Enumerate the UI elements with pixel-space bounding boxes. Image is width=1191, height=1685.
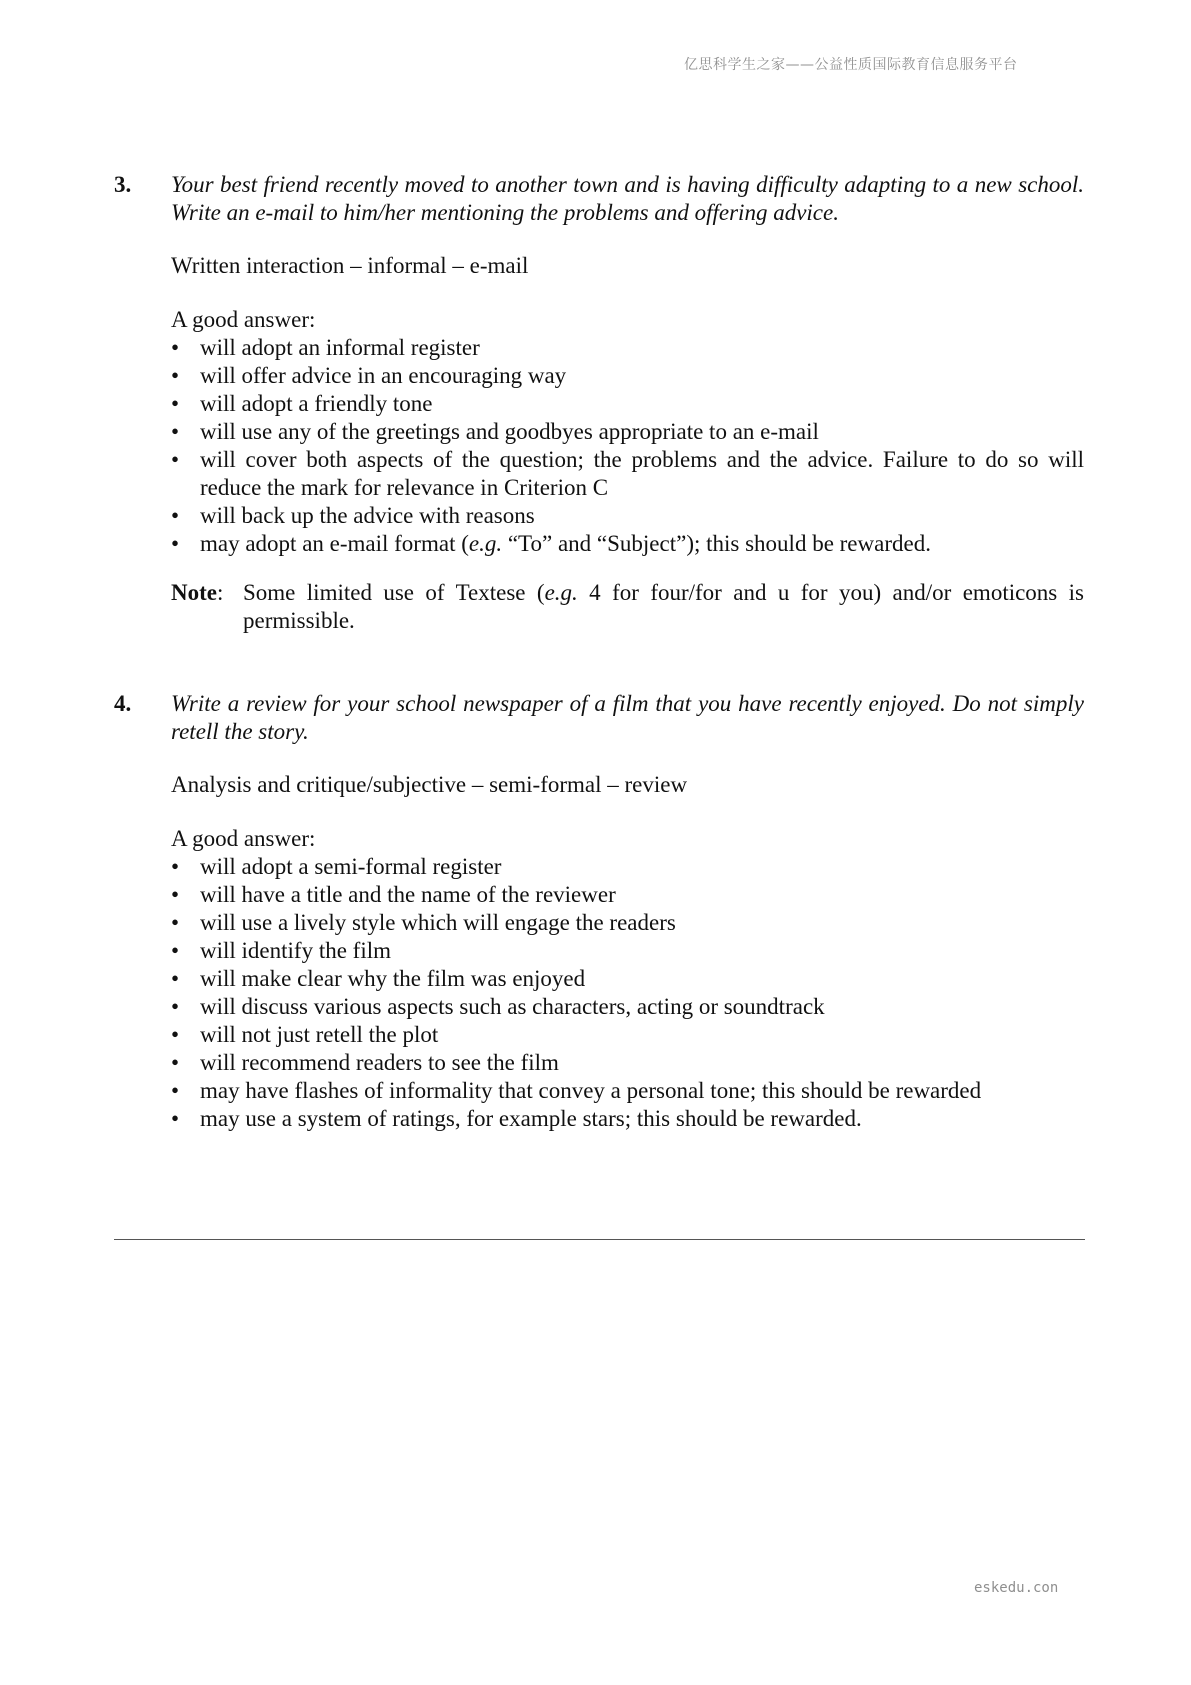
list-item-text: will recommend readers to see the film <box>200 1050 559 1075</box>
bullet-icon: • <box>171 335 180 360</box>
list-item-text: will use any of the greetings and goodbyes appropriate to an e-mail <box>200 419 819 444</box>
question-3 <box>114 171 1084 635</box>
list-item <box>171 1021 1084 1049</box>
list-item-text: will adopt an informal register <box>200 335 480 360</box>
bullet-icon: • <box>171 854 180 879</box>
bullet-icon: • <box>171 531 180 556</box>
list-item <box>171 881 1084 909</box>
list-item-text: will adopt a semi-formal register <box>200 854 502 879</box>
list-item <box>171 418 1084 446</box>
note-text: Some limited use of Textese (e.g. 4 for four/for and u for you) and/or emoticons is permissible. <box>243 580 1085 633</box>
list-item-text: “To” and “Subject”); this should be rewarded. <box>502 531 931 556</box>
criteria-list <box>171 853 1084 1133</box>
list-item <box>171 530 1084 558</box>
list-item-text: will offer advice in an encouraging way <box>200 363 567 388</box>
answer-heading: A good answer: <box>171 307 316 332</box>
list-item <box>171 1049 1084 1077</box>
list-item-text: will adopt a friendly tone <box>200 391 433 416</box>
bullet-icon: • <box>171 1106 180 1131</box>
note-label: Note: <box>171 580 224 605</box>
text-type-line: Analysis and critique/subjective – semi-formal – review <box>171 772 688 797</box>
question-prompt: Write a review for your school newspaper of a film that you have recently enjoyed. Do not simply retell the story. <box>171 691 1084 744</box>
bullet-icon: • <box>171 447 180 472</box>
list-item <box>171 390 1084 418</box>
question-number: 3. <box>114 172 132 197</box>
question-body <box>171 171 1084 635</box>
list-item-text: may adopt an e-mail format ( <box>200 531 469 556</box>
bullet-icon: • <box>171 910 180 935</box>
list-item-text: will back up the advice with reasons <box>200 503 535 528</box>
note <box>171 579 1084 635</box>
list-item <box>171 937 1084 965</box>
list-item-text: will cover both aspects of the question; the problems and the advice. Failure to do so will reduce the mark for relevance in Criterion C <box>200 447 1084 500</box>
header-watermark: 亿思科学生之家——公益性质国际教育信息服务平台 <box>684 57 1018 73</box>
bullet-icon: • <box>171 938 180 963</box>
list-item <box>171 502 1084 530</box>
question-body <box>171 690 1084 1133</box>
bullet-icon: • <box>171 503 180 528</box>
bullet-icon: • <box>171 1022 180 1047</box>
list-item <box>171 993 1084 1021</box>
bullet-icon: • <box>171 966 180 991</box>
bullet-icon: • <box>171 363 180 388</box>
criteria-list <box>171 334 1084 558</box>
bullet-icon: • <box>171 994 180 1019</box>
list-item-text: may have flashes of informality that convey a personal tone; this should be rewarded <box>200 1078 982 1103</box>
question-prompt: Your best friend recently moved to another town and is having difficulty adapting to a new school. Write an e-mail to him/her mentioning the problems and offering advice. <box>171 172 1084 225</box>
list-item-text: will discuss various aspects such as characters, acting or soundtrack <box>200 994 825 1019</box>
question-number: 4. <box>114 691 132 716</box>
list-item <box>171 362 1084 390</box>
list-item-text: will make clear why the film was enjoyed <box>200 966 586 991</box>
list-item-text: will have a title and the name of the reviewer <box>200 882 616 907</box>
list-item <box>171 1105 1084 1133</box>
list-item <box>171 334 1084 362</box>
list-item <box>171 965 1084 993</box>
list-item <box>171 853 1084 881</box>
bullet-icon: • <box>171 419 180 444</box>
question-4 <box>114 690 1084 1133</box>
list-item-text: will use a lively style which will engage the readers <box>200 910 676 935</box>
bullet-icon: • <box>171 1050 180 1075</box>
text-type-line: Written interaction – informal – e-mail <box>171 253 529 278</box>
bullet-icon: • <box>171 1078 180 1103</box>
bullet-icon: • <box>171 882 180 907</box>
list-item-text: will identify the film <box>200 938 391 963</box>
list-item-text: may use a system of ratings, for example stars; this should be rewarded. <box>200 1106 862 1131</box>
list-item <box>171 1077 1084 1105</box>
answer-heading: A good answer: <box>171 826 316 851</box>
list-item-text: will not just retell the plot <box>200 1022 439 1047</box>
list-item <box>171 909 1084 937</box>
bullet-icon: • <box>171 391 180 416</box>
list-item <box>171 446 1084 502</box>
list-item-emphasis: e.g. <box>468 531 503 556</box>
footer-watermark: eskedu.con <box>974 1580 1059 1596</box>
section-divider <box>114 1239 1085 1240</box>
